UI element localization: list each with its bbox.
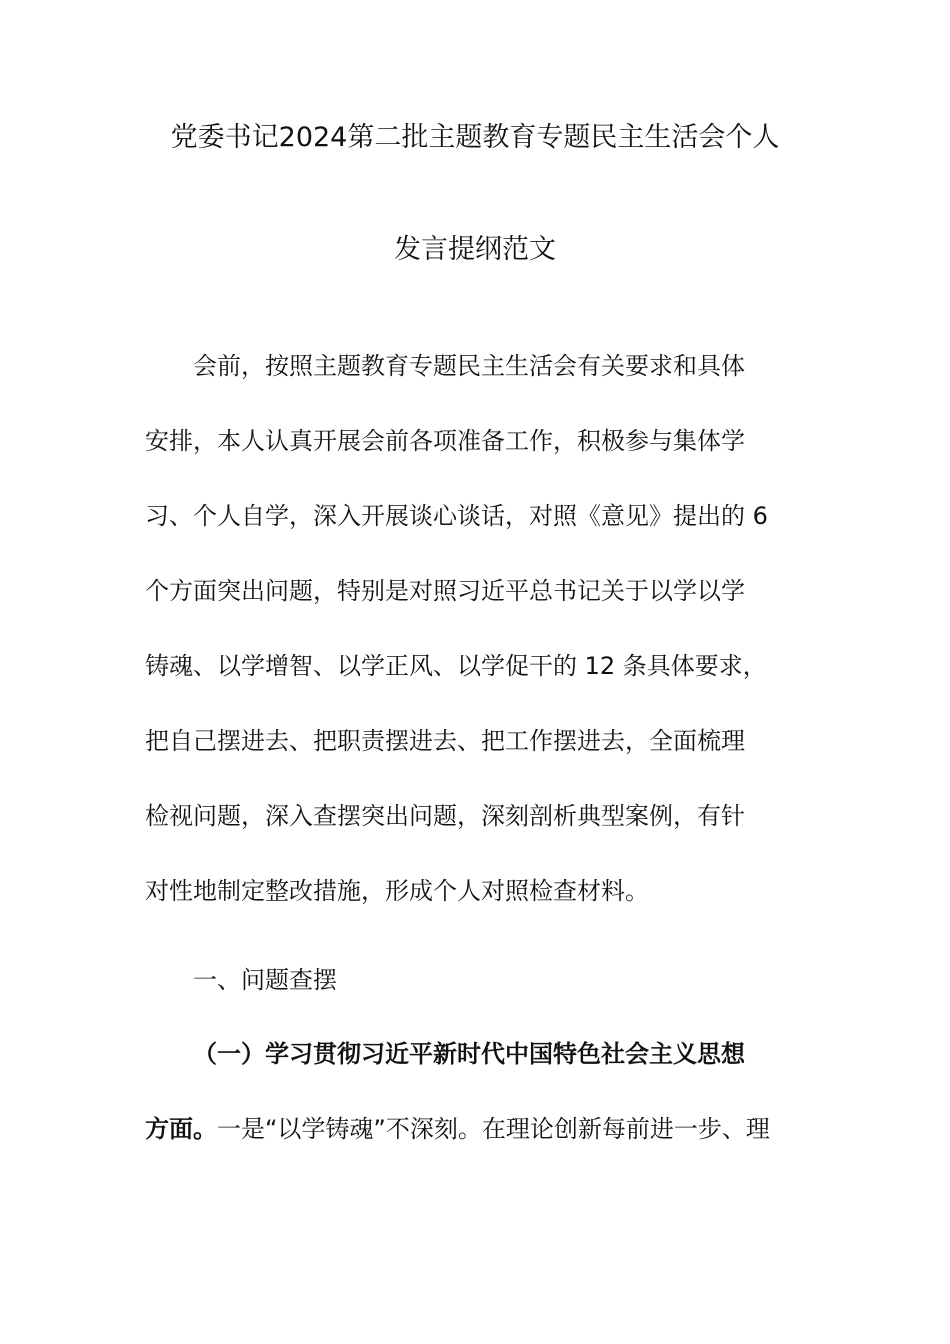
paragraph-line-4: 个方面突出问题，特别是对照习近平总书记关于以学以学 (145, 577, 745, 605)
paragraph-line-8: 对性地制定整改措施，形成个人对照检查材料。 (145, 877, 649, 905)
document-title-line-1: 党委书记2024第二批主题教育专题民主生活会个人 (170, 122, 780, 153)
paragraph-line-2: 安排，本人认真开展会前各项准备工作，积极参与集体学 (145, 427, 745, 455)
paragraph-line-3: 习、个人自学，深入开展谈心谈话，对照《意见》提出的 6 (145, 502, 768, 530)
section-heading: 一、问题查摆 (193, 966, 337, 994)
subsection-body-text: 一是“以学铸魂”不深刻。在理论创新每前进一步、理 (217, 1115, 770, 1143)
paragraph-line-6: 把自己摆进去、把职责摆进去、把工作摆进去，全面梳理 (145, 727, 745, 755)
subsection-heading: （一）学习贯彻习近平新时代中国特色社会主义思想 (193, 1040, 745, 1068)
paragraph-line-1: 会前，按照主题教育专题民主生活会有关要求和具体 (193, 352, 745, 380)
paragraph-line-5: 铸魂、以学增智、以学正风、以学促干的 12 条具体要求， (145, 652, 767, 680)
paragraph-line-7: 检视问题，深入查摆突出问题，深刻剖析典型案例，有针 (145, 802, 745, 830)
document-title-line-2: 发言提纲范文 (394, 234, 556, 265)
subsection-heading-end: 方面。 (145, 1115, 217, 1143)
subsection-line-2 (145, 1111, 805, 1147)
